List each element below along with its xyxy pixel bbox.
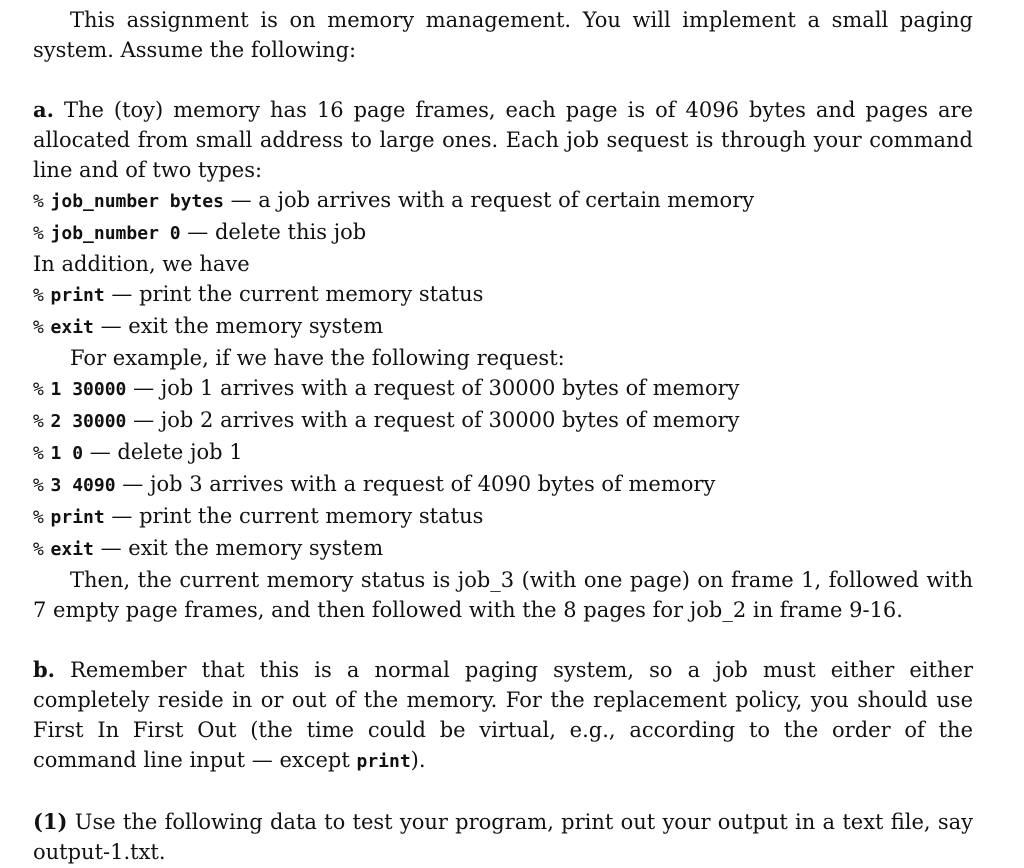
command-line xyxy=(33,469,973,501)
command-code: 1 30000 xyxy=(50,379,127,400)
command-code: print xyxy=(50,507,105,528)
command-line xyxy=(33,217,973,249)
part-a-label: a. xyxy=(33,97,54,122)
part-1-text: Use the following data to test your program, print out your output in a text file, say output-1.txt. xyxy=(33,810,973,864)
command-prompt: % xyxy=(33,379,44,400)
command-code: 1 0 xyxy=(50,443,84,464)
command-prompt: % xyxy=(33,223,44,244)
part-1-paragraph xyxy=(33,807,973,867)
extra-command-list xyxy=(33,279,973,343)
assignment-document xyxy=(33,5,973,867)
command-prompt: % xyxy=(33,191,44,212)
command-dash: — xyxy=(133,376,155,400)
command-description: delete this job xyxy=(214,220,367,244)
command-dash: — xyxy=(111,282,133,306)
command-code: print xyxy=(50,285,105,306)
addition-text: In addition, we have xyxy=(33,252,250,276)
intro-text: This assignment is on memory management. You will implement a small paging system. Assume the following: xyxy=(33,8,973,62)
command-dash: — xyxy=(230,188,252,212)
command-code: job_number bytes xyxy=(50,191,224,212)
command-line xyxy=(33,311,973,343)
command-prompt: % xyxy=(33,285,44,306)
command-dash: — xyxy=(187,220,209,244)
command-dash: — xyxy=(122,472,144,496)
example-command-list xyxy=(33,373,973,565)
command-code: job_number 0 xyxy=(50,223,181,244)
command-description: job 1 arrives with a request of 30000 bytes of memory xyxy=(160,376,740,400)
command-dash: — xyxy=(100,536,122,560)
command-line xyxy=(33,279,973,311)
part-b-text: Remember that this is a normal paging system, so a job must either either completely reside in or out of the memory. For the replacement policy, you should use First In First Out (the time could be virtual, e.g., according to the order of the command line input — except xyxy=(33,658,974,772)
command-line xyxy=(33,373,973,405)
command-list xyxy=(33,185,973,249)
command-code: exit xyxy=(50,317,94,338)
command-description: delete job 1 xyxy=(117,440,243,464)
example-intro xyxy=(33,343,973,373)
part-a-text: The (toy) memory has 16 page frames, each page is of 4096 bytes and pages are allocated from small address to large ones. Each job sequest is through your command line and of two types: xyxy=(33,98,973,182)
command-description: exit the memory system xyxy=(128,314,384,338)
example-intro-text: For example, if we have the following request: xyxy=(70,346,565,370)
command-code: 3 4090 xyxy=(50,475,116,496)
command-line xyxy=(33,501,973,533)
spacer xyxy=(33,65,973,95)
part-b-paragraph xyxy=(33,655,973,777)
command-line xyxy=(33,405,973,437)
spacer xyxy=(33,777,973,807)
command-description: print the current memory status xyxy=(139,504,484,528)
command-prompt: % xyxy=(33,317,44,338)
example-result xyxy=(33,565,973,625)
command-dash: — xyxy=(133,408,155,432)
command-code: 2 30000 xyxy=(50,411,127,432)
part-b-label: b. xyxy=(33,657,55,682)
command-line xyxy=(33,185,973,217)
command-dash: — xyxy=(89,440,111,464)
part-a-paragraph xyxy=(33,95,973,185)
spacer xyxy=(33,625,973,655)
command-code: exit xyxy=(50,539,94,560)
part-1-label: (1) xyxy=(33,809,68,834)
command-prompt: % xyxy=(33,475,44,496)
command-line xyxy=(33,533,973,565)
command-prompt: % xyxy=(33,411,44,432)
intro-paragraph xyxy=(33,5,973,65)
part-b-text-end: ). xyxy=(410,748,426,772)
command-dash: — xyxy=(111,504,133,528)
command-description: job 2 arrives with a request of 30000 bytes of memory xyxy=(160,408,740,432)
command-description: exit the memory system xyxy=(128,536,384,560)
command-description: a job arrives with a request of certain memory xyxy=(258,188,755,212)
command-description: job 3 arrives with a request of 4090 bytes of memory xyxy=(149,472,716,496)
command-line xyxy=(33,437,973,469)
command-prompt: % xyxy=(33,507,44,528)
example-result-text: Then, the current memory status is job_3 (with one page) on frame 1, followed with 7 empty page frames, and then followed with the 8 pages for job_2 in frame 9-16. xyxy=(33,568,973,622)
command-dash: — xyxy=(100,314,122,338)
command-description: print the current memory status xyxy=(139,282,484,306)
command-prompt: % xyxy=(33,443,44,464)
addition-line xyxy=(33,249,973,279)
command-prompt: % xyxy=(33,539,44,560)
part-b-code: print xyxy=(356,751,411,772)
